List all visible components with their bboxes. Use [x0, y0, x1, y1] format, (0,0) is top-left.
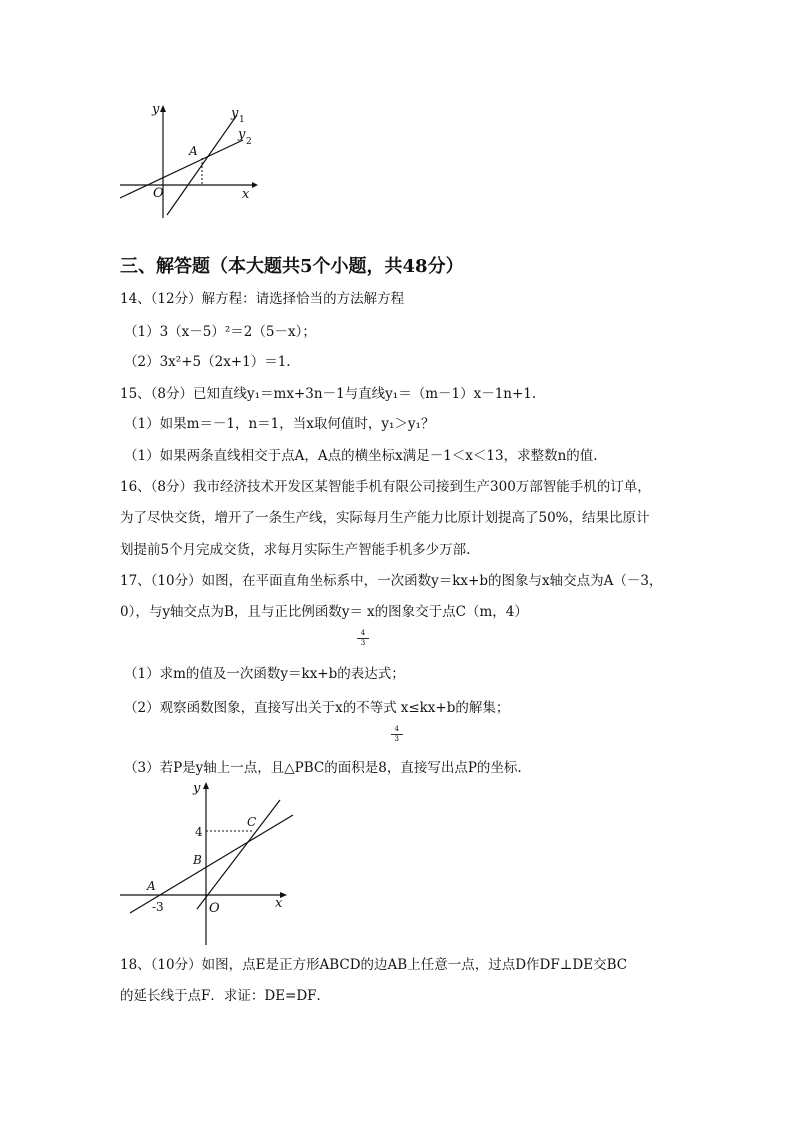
q14-part1: （1）3（x－5）²＝2（5－x）； [124, 324, 316, 340]
q17-line1: 17、（10分）如图，在平面直角坐标系中，一次函数y＝kx+b的图象与x轴交点为A（－3， [120, 573, 663, 589]
q14-header: 14、（12分）解方程：请选择恰当的方法解方程 [120, 291, 405, 307]
q15-part1: （1）如果m＝－1，n＝1，当x取何值时，y₁＞y₁？ [124, 416, 435, 432]
figure1-line2-sub: 2 [246, 137, 252, 147]
figure1-y-label: y [152, 102, 160, 117]
figure2-tick-4: 4 [195, 825, 203, 839]
figure2-tick-neg3: -3 [152, 900, 164, 914]
q17-line2-text-a: 0），与y轴交点为B，且与正比例函数y＝ [120, 604, 364, 620]
figure2-point-b-label: B [193, 853, 202, 867]
section-3-heading: 三、解答题（本大题共5个小题，共48分） [120, 256, 464, 277]
q18-line1: 18、（10分）如图，点E是正方形ABCD的边AB上任意一点，过点D作DF⊥DE交BC [120, 957, 628, 973]
q17-part2-text-a: （2）观察函数图象，直接写出关于x的不等式 [124, 700, 397, 716]
q15-part2: （1）如果两条直线相交于点A，A点的横坐标x满足－1＜x＜13，求整数n的值. [124, 448, 598, 464]
figure-1-graph [115, 100, 265, 220]
q17-part2-fraction-numerator: 4 [394, 725, 399, 733]
figure1-line-y2 [120, 140, 243, 198]
figure2-y-label: y [193, 781, 201, 796]
figure1-line1-label: y [231, 106, 239, 121]
figure2-line-oc [197, 800, 280, 909]
q17-part2-fraction-denominator: 3 [394, 735, 399, 743]
q16-line2: 为了尽快交货，增开了一条生产线，实际每月生产能力比原计划提高了50%，结果比原计 [120, 510, 650, 526]
figure1-origin-label: O [153, 186, 164, 201]
figure2-line-ab [130, 815, 293, 913]
figure2-x-label: x [275, 896, 283, 911]
q14-part2: （2）3x²+5（2x+1）＝1. [124, 354, 291, 370]
figure2-point-c-label: C [247, 815, 257, 829]
figure1-x-arrow [252, 182, 258, 188]
q18-line2: 的延长线于点F．求证：DE=DF． [120, 988, 331, 1004]
q17-fraction-numerator: 4 [360, 629, 366, 637]
figure2-origin-label: O [209, 901, 220, 916]
figure1-y-arrow [160, 105, 166, 112]
q17-line2 [120, 602, 528, 647]
q17-line2-text-b: x的图象交于点C（m，4） [367, 604, 528, 620]
q17-part1: （1）求m的值及一次函数y＝kx+b的表达式； [124, 666, 405, 682]
q15-header: 15、（8分）已知直线y₁＝mx+3n－1与直线y₁＝（m－1）x－1n+1. [120, 386, 537, 402]
figure2-y-arrow [203, 782, 209, 789]
figure1-line-y1 [167, 115, 237, 215]
figure-2-graph [115, 775, 295, 950]
figure1-line2-label: y [238, 127, 246, 142]
figure1-x-label: x [242, 187, 250, 202]
figure1-point-a-label: A [189, 144, 198, 158]
q17-fraction-denominator: 3 [360, 639, 366, 647]
figure2-point-a-label: A [147, 879, 156, 893]
q16-line3: 划提前5个月完成交货，求每月实际生产智能手机多少万部. [120, 542, 471, 558]
q16-line1: 16、（8分）我市经济技术开发区某智能手机有限公司接到生产300万部智能手机的订单， [120, 479, 651, 495]
q17-part2-text-b: x≤kx+b的解集； [400, 700, 510, 716]
q17-part2 [124, 698, 510, 743]
q17-part3: （3）若P是y轴上一点，且△PBC的面积是8，直接写出点P的坐标. [124, 760, 522, 776]
figure1-line1-sub: 1 [239, 115, 245, 125]
